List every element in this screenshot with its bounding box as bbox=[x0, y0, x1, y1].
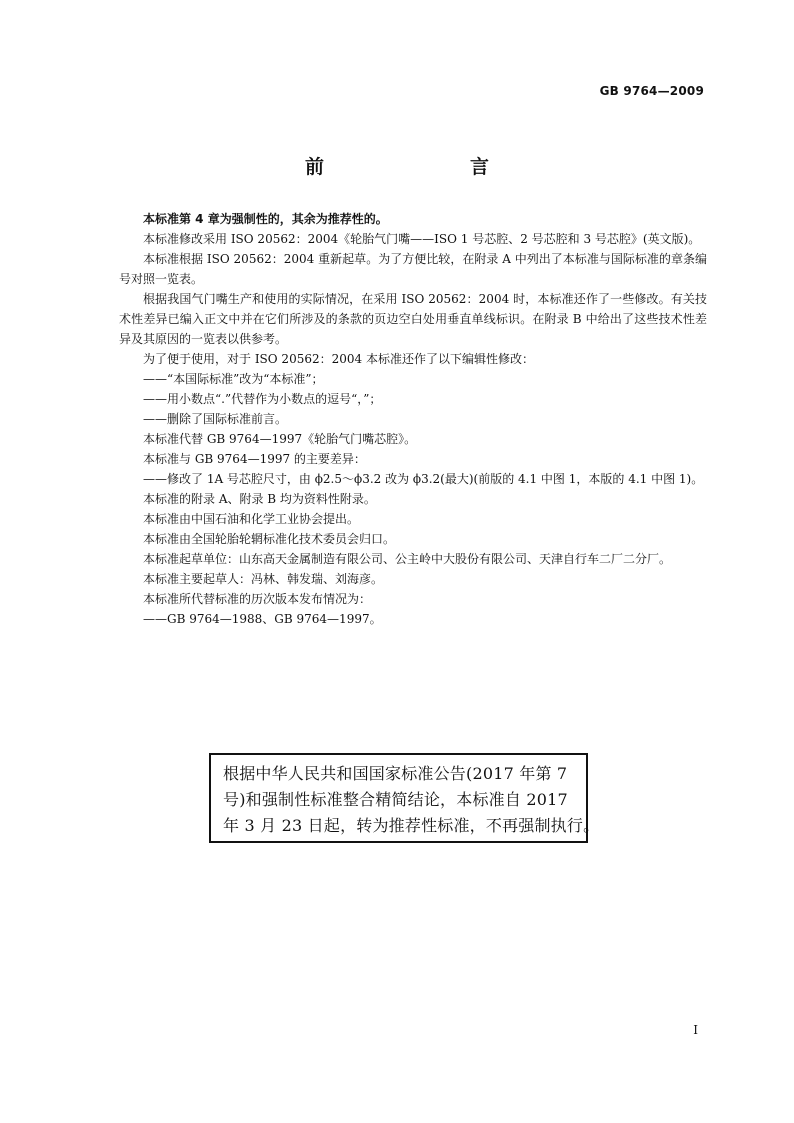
paragraph: 为了便于使用，对于 ISO 20562：2004 本标准还作了以下编辑性修改： bbox=[143, 352, 534, 366]
paragraph: 根据我国气门嘴生产和使用的实际情况，在采用 ISO 20562：2004 时，本标准还作了一些修改。有关技术性差异已编入正文中并在它们所涉及的条款的页边空白处用垂直单线标识。在附录 B 中给出了这些技术性差异及其原因的一览表以供参考。 bbox=[119, 292, 707, 346]
paragraph: 本标准由中国石油和化学工业协会提出。 bbox=[143, 512, 360, 526]
page-title: 前 言 bbox=[304, 156, 525, 178]
paragraph: 本标准主要起草人：冯林、韩发瑞、刘海彦。 bbox=[143, 572, 384, 586]
notice-box bbox=[209, 753, 600, 843]
list-item: ——“本国际标准”改为“本标准”； bbox=[143, 372, 324, 386]
list-item: ——删除了国际标准前言。 bbox=[143, 412, 288, 426]
foreword-body bbox=[119, 209, 707, 629]
standard-code: GB 9764—2009 bbox=[599, 84, 704, 98]
paragraph: 本标准与 GB 9764—1997 的主要差异： bbox=[143, 452, 366, 466]
paragraph: 本标准所代替标准的历次版本发布情况为： bbox=[143, 592, 372, 606]
list-item: ——GB 9764—1988、GB 9764—1997。 bbox=[143, 612, 382, 626]
list-item: ——用小数点“.”代替作为小数点的逗号“，”； bbox=[143, 392, 382, 406]
paragraph: 本标准修改采用 ISO 20562：2004《轮胎气门嘴——ISO 1 号芯腔、2 号芯腔和 3 号芯腔》(英文版)。 bbox=[143, 232, 701, 246]
notice-line: 号)和强制性标准整合精简结论，本标准自 2017 bbox=[223, 790, 568, 809]
paragraph: 本标准代替 GB 9764—1997《轮胎气门嘴芯腔》。 bbox=[143, 432, 417, 446]
paragraph: 本标准的附录 A、附录 B 均为资料性附录。 bbox=[143, 492, 376, 506]
paragraph: 本标准根据 ISO 20562：2004 重新起草。为了方便比较，在附录 A 中列出了本标准与国际标准的章条编号对照一览表。 bbox=[119, 252, 707, 286]
paragraph: 本标准由全国轮胎轮辋标准化技术委员会归口。 bbox=[143, 532, 396, 546]
notice-line: 年 3 月 23 日起，转为推荐性标准，不再强制执行。 bbox=[223, 816, 600, 835]
notice-line: 根据中华人民共和国国家标准公告(2017 年第 7 bbox=[223, 764, 568, 783]
page-number: I bbox=[693, 1023, 698, 1037]
paragraph-mandatory-statement: 本标准第 4 章为强制性的，其余为推荐性的。 bbox=[143, 212, 388, 226]
paragraph: 本标准起草单位：山东高天金属制造有限公司、公主岭中大股份有限公司、天津自行车二厂二分厂。 bbox=[143, 552, 672, 566]
list-item: ——修改了 1A 号芯腔尺寸，由 ϕ2.5～ϕ3.2 改为 ϕ3.2(最大)(前版的 4.1 中图 1，本版的 4.1 中图 1)。 bbox=[143, 472, 704, 486]
